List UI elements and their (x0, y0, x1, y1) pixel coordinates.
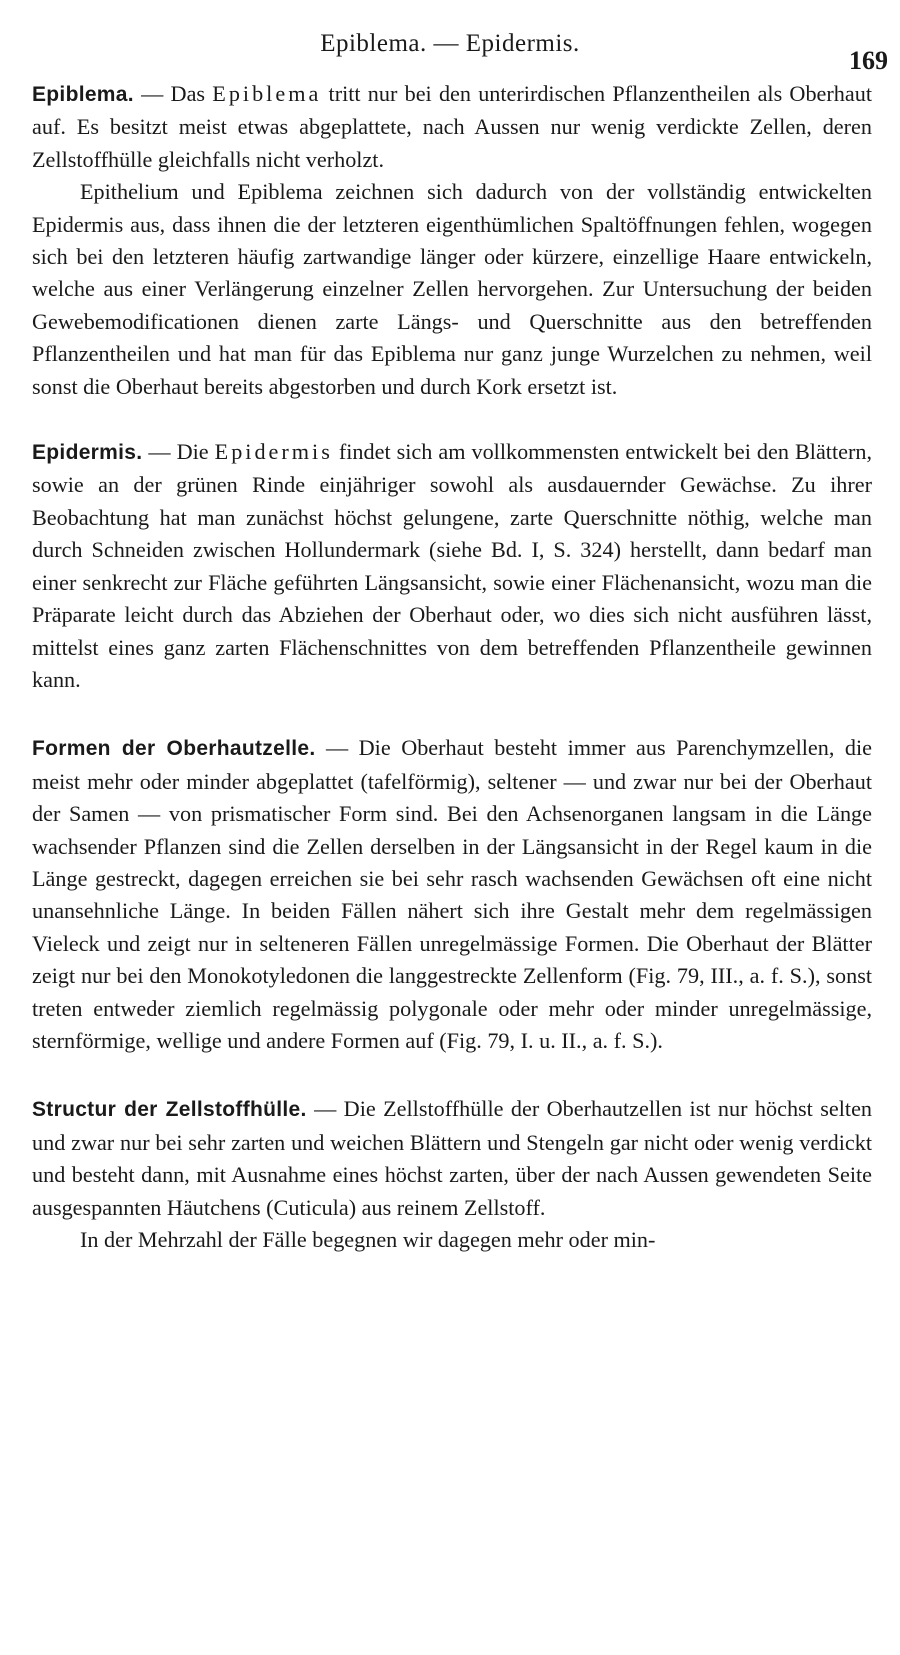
paragraph-text: tritt nur bei den unterirdischen Pflanzentheilen als Oberhaut auf. Es besitzt meist etwas abgeplattete, nach Aussen nur wenig verdickte Zellen, deren Zellstoffhülle gleichfalls nicht verholzt. (32, 81, 872, 172)
paragraph-epidermis (32, 436, 872, 696)
paragraph-epithelium: Epithelium und Epiblema zeichnen sich dadurch von der vollständig entwickelten Epidermis aus, dass ihnen die der letzteren eigenthümlichen Spaltöffnungen fehlen, wogegen sich bei den letzteren häufig zartwandige länger oder kürzere, einzellige Haare entwickeln, welche aus einer Verlängerung einzelner Zellen hervorgehen. Zur Untersuchung der beiden Gewebemodificationen dienen zarte Längs- und Querschnitte aus den betreffenden Pflanzentheilen und hat man für das Epiblema nur ganz junge Wurzelchen zu nehmen, weil sonst die Oberhaut bereits abgestorben und durch Kork ersetzt ist. (32, 179, 872, 399)
page-number: 169 (849, 46, 888, 75)
paragraph-epiblema (32, 78, 872, 176)
paragraph-formen (32, 732, 872, 1057)
heading-dash: — Die (142, 439, 215, 465)
paragraph-text: Die Zellstoffhülle der Oberhautzellen ist nur höchst selten und zwar nur bei sehr zarten und weichen Blättern und Stengeln gar nicht oder wenig verdickt und besteht dann, mit Ausnahme eines höchst zarten, über der nach Aussen gewendeten Seite ausgespannten Häutchens (Cuticula) aus reinem Zellstoff. (32, 1096, 873, 1220)
paragraph-structur (32, 1093, 872, 1224)
heading-dash: — (306, 1096, 344, 1122)
paragraph-mehrzahl: In der Mehrzahl der Fälle begegnen wir dagegen mehr oder min- (80, 1227, 656, 1252)
spaced-term: Epiblema (212, 81, 322, 106)
section-heading: Epidermis. (32, 441, 143, 465)
page-body (32, 78, 872, 1256)
heading-dash: — Das (133, 81, 213, 106)
running-head: Epiblema. — Epidermis. (320, 30, 580, 57)
spaced-term: Epidermis (214, 439, 333, 465)
paragraph-text: findet sich am vollkommensten entwickelt bei den Blättern, sowie an der grünen Rinde einjähriger sowohl als ausdauernder Gewächse. Zu ihrer Beobachtung hat man zunächst höchst gelungene, zarte Querschnitte nöthig, welche man durch Schneiden zwischen Hollundermark (siehe Bd. I, S. 324) herstellt, dann bedarf man einer senkrecht zur Fläche geführten Längsansicht, sowie einer Flächenansicht, wozu man die Präparate leicht durch das Abziehen der Oberhaut oder, wo dies sich nicht ausführen lässt, mittelst eines ganz zarten Flächenschnittes von dem betreffenden Pflanzentheile gewinnen kann. (32, 439, 872, 692)
section-heading: Epiblema. (32, 83, 134, 106)
heading-dash: — (315, 735, 359, 761)
section-heading: Structur der Zellstoffhülle. (32, 1098, 307, 1122)
paragraph-text: Die Oberhaut besteht immer aus Parenchymzellen, die meist mehr oder minder abgeplattet (tafelförmig), seltener — und zwar nur bei der Oberhaut der Samen — von prismatischer Form sind. Bei den Achsenorganen langsam in die Länge wachsender Pflanzen sind die Zellen derselben in der Längsansicht in der Regel kaum in die Länge gestreckt, dagegen erreichen sie bei sehr rasch wachsenden Gewächsen oft eine nicht unansehnliche Länge. In beiden Fällen nähert sich ihre Gestalt mehr dem regelmässigen Vieleck und zeigt nur in selteneren Fällen unregelmässige Formen. Die Oberhaut der Blätter zeigt nur bei den Monokotyledonen die langgestreckte Zellenform (Fig. 79, III., a. f. S.), sonst treten entweder ziemlich regelmässig polygonale oder mehr oder minder unregelmässige, sternförmige, wellige und andere Formen auf (Fig. 79, I. u. II., a. f. S.). (32, 735, 873, 1053)
section-heading: Formen der Oberhautzelle. (32, 737, 316, 761)
